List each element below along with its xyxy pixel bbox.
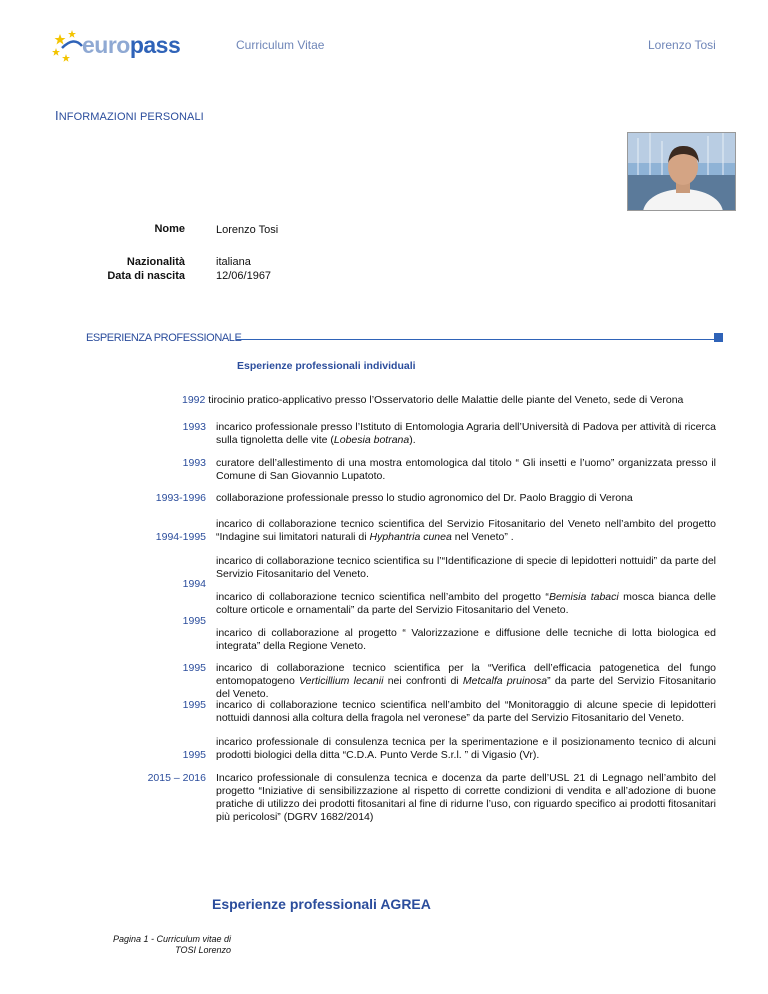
page-footer: Pagina 1 - Curriculum vitae di TOSI Lorenzo bbox=[112, 934, 231, 955]
experience-year: 1993-1996 bbox=[155, 492, 206, 504]
experience-subtitle: Esperienze professionali individuali bbox=[237, 360, 416, 372]
experience-text: incarico professionale presso l’Istituto di Entomologia Agraria dell’Università di Padova per attività di ricerca sulla tignoletta delle vite (Lobesia botrana). bbox=[216, 421, 716, 446]
experience-year: 1994 bbox=[182, 578, 206, 590]
experience-year: 1994-1995 bbox=[155, 531, 206, 543]
name-value: Lorenzo Tosi bbox=[216, 224, 279, 236]
experience-text: incarico di collaborazione tecnico scientifica per la “Verifica dell’efficacia patogenetica del fungo entomopatogeno Verticillium lecanii nei confronti di Metcalfa pruinosa” da parte del Servizio Fitosanitario del Veneto. bbox=[216, 662, 716, 700]
experience-text: incarico di collaborazione tecnico scientifica nell’ambito del progetto “Bemisia tabaci mosca bianca delle colture orticole e ornamentali” da parte del Servizio Fitosanitario del Veneto. bbox=[216, 591, 716, 616]
header-person-name: Lorenzo Tosi bbox=[648, 38, 716, 52]
experience-year: 1995 bbox=[182, 615, 206, 627]
experience-text: incarico professionale di consulenza tecnica per la sperimentazione e il posizionamento tecnico di alcuni prodotti biologici della ditta “C.D.A. Punto Verde S.r.l. ” di Vigasio (Vr). bbox=[216, 736, 716, 761]
experience-year: 1993 bbox=[182, 457, 206, 469]
experience-year: 1995 bbox=[182, 699, 206, 711]
experience-text: Incarico professionale di consulenza tecnica e docenza da parte dell’USL 21 di Legnago nell’ambito del progetto “Iniziative di sensibilizzazione al rispetto di corrette condizioni di vendita e all’adozione di buone pratiche di utilizzo dei prodotti fitosanitari al fine di ridurne l’uso, con riguardo specifico ai prodotti fitosanitari più pericolosi” (DGRV 1682/2014) bbox=[216, 772, 716, 823]
section-marker-square bbox=[714, 333, 723, 342]
experience-text: incarico di collaborazione tecnico scientifica del Servizio Fitosanitario del Veneto nell’ambito del progetto “Indagine sui limitatori naturali di Hyphantria cunea nel Veneto” . bbox=[216, 518, 716, 543]
experience-text: incarico di collaborazione tecnico scientifica nell’ambito del “Monitoraggio di alcune specie di lepidotteri nottuidi dannosi alla coltura della fragola nel veronese” da parte del Servizio Fitosanitario del Veneto. bbox=[216, 699, 716, 724]
experience-text: incarico di collaborazione tecnico scientifica su l’“Identificazione di specie di lepidotteri nottuidi” da parte del Servizio Fitosanitario del Veneto. bbox=[216, 555, 716, 580]
experience-year: 2015 – 2016 bbox=[147, 772, 206, 784]
section-title-personal: INFORMAZIONI PERSONALI bbox=[55, 108, 204, 123]
experience-year: 1995 bbox=[182, 749, 206, 761]
document-title: Curriculum Vitae bbox=[236, 38, 325, 52]
nationality-value: italiana bbox=[216, 256, 251, 268]
profile-photo bbox=[627, 132, 736, 211]
experience-year: 1995 bbox=[182, 662, 206, 674]
name-label: Nome bbox=[154, 223, 185, 235]
section-title-experience: ESPERIENZA PROFESSIONALE bbox=[86, 332, 242, 344]
nationality-label: Nazionalità bbox=[126, 256, 185, 268]
birthdate-label: Data di nascita bbox=[107, 270, 185, 282]
birthdate-value: 12/06/1967 bbox=[216, 270, 272, 282]
experience-year: 1993 bbox=[182, 421, 206, 433]
section-title-agrea: Esperienze professionali AGREA bbox=[212, 896, 431, 912]
experience-text: incarico di collaborazione al progetto “ Valorizzazione e diffusione delle tecniche di lotta biologica ed integrata” della Regione Veneto. bbox=[216, 627, 716, 652]
experience-entry: 1992 tirocinio pratico-applicativo presso l’Osservatorio delle Malattie delle piante del Veneto, sede di Verona bbox=[182, 394, 684, 406]
section-divider bbox=[236, 339, 714, 340]
europass-wordmark: europass bbox=[82, 32, 181, 58]
experience-text: collaborazione professionale presso lo studio agronomico del Dr. Paolo Braggio di Verona bbox=[216, 492, 633, 504]
experience-text: curatore dell’allestimento di una mostra entomologica dal titolo “ Gli insetti e l’uomo” organizzata presso il Comune di San Giovannio Lupatoto. bbox=[216, 457, 716, 482]
